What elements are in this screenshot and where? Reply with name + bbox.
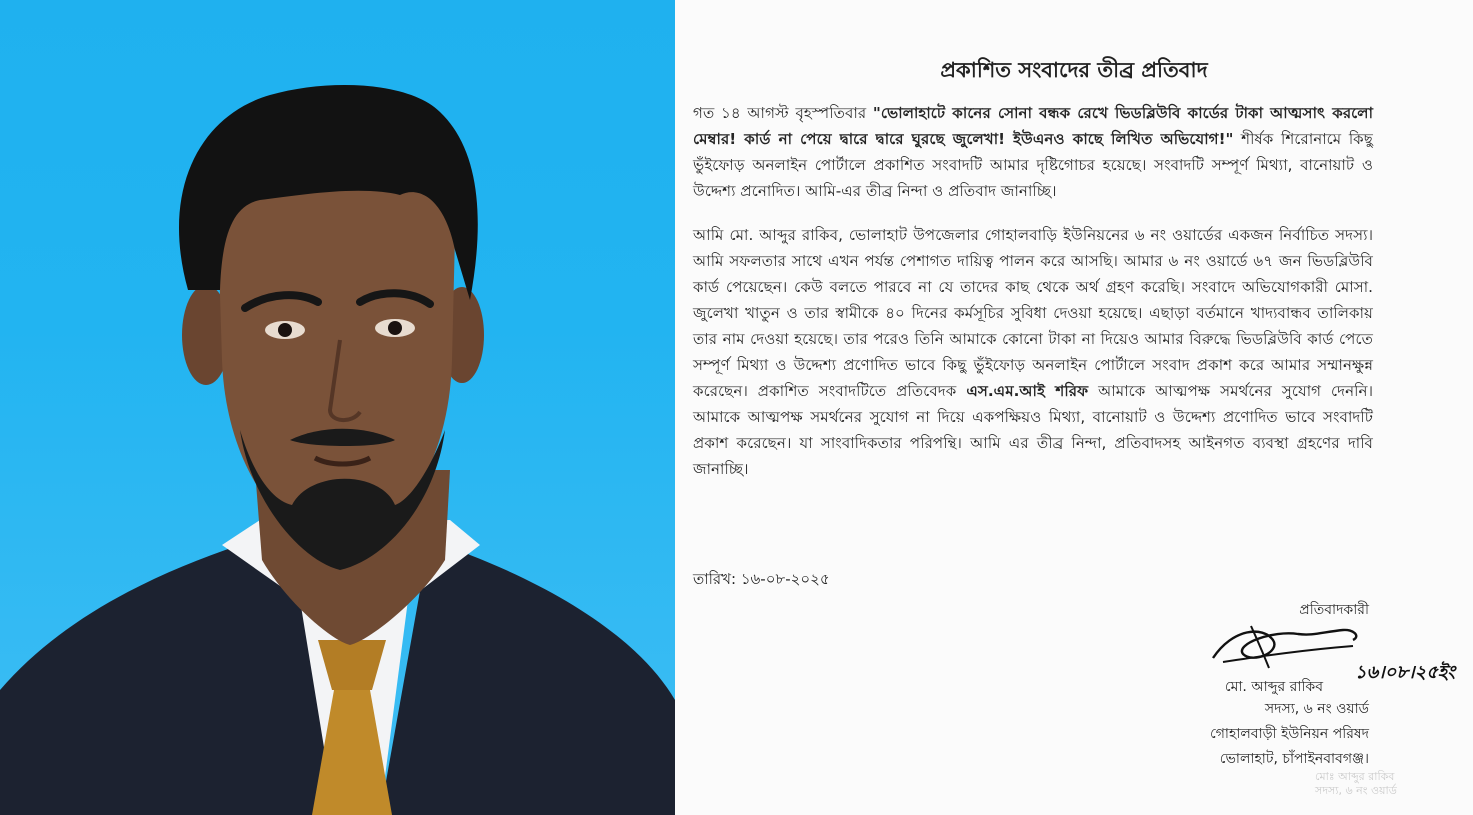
reporter-name: এস.এম.আই শরিফ — [966, 382, 1089, 400]
para1-headline: "ভোলাহাটে কানের সোনা বন্ধক রেখে ভিডব্লিউবি কার্ডের টাকা আত্মসাৎ করলো মেম্বার! কার্ড না পেয়ে দ্বারে দ্বারে ঘুরছে জুলেখা! ইউএনও কাছে লিখিত অভিযোগ!" — [693, 104, 1373, 148]
faint-line-2: সদস্য, ৬ নং ওয়ার্ড — [1315, 784, 1397, 797]
portrait-illustration — [0, 0, 675, 815]
signatory-council: গোহালবাড়ী ইউনিয়ন পরিষদ — [1210, 726, 1369, 742]
paragraph-2 — [693, 222, 1373, 482]
handwritten-signature — [1203, 618, 1373, 680]
handwritten-date: ১৬।০৮।২৫ইং — [1354, 662, 1455, 683]
document-title: প্রকাশিত সংবাদের তীব্র প্রতিবাদ — [940, 58, 1208, 82]
paragraph-1 — [693, 100, 1373, 204]
para1-rest: শীর্ষক শিরোনামে কিছু ভুঁইফোড় অনলাইন পোর্টালে প্রকাশিত সংবাদটি আমার দৃষ্টিগোচর হয়েছে। সংবাদটি সম্পূর্ণ মিথ্যা, বানোয়াট ও উদ্দেশ্য প্রনোদিত। আমি-এর তীব্র নিন্দা ও প্রতিবাদ জানাচ্ছি। — [693, 130, 1374, 200]
statement-document — [675, 0, 1473, 815]
signatory-name: মো. আব্দুর রাকিব — [1224, 679, 1323, 695]
document-date: তারিখ: ১৬-০৮-২০২৫ — [693, 570, 830, 588]
faint-stamp-text — [1315, 770, 1397, 798]
para2-part2: আমাকে আত্মপক্ষ সমর্থনের সুযোগ দেননি। আমাকে আত্মপক্ষ সমর্থনের সুযোগ না দিয়ে একপক্ষিয়ও মিথ্যা, বানোয়াট ও উদ্দেশ্য প্রণোদিত ভাবে সংবাদটি প্রকাশ করেছেন। যা সাংবাদিকতার পরিপন্থি। আমি এর তীব্র নিন্দা, প্রতিবাদসহ আইনগত ব্যবস্থা গ্রহণের দাবি জানাচ্ছি। — [693, 382, 1373, 478]
faint-line-1: মোঃ আব্দুর রাকিব — [1315, 770, 1395, 783]
signatory-location: ভোলাহাট, চাঁপাইনবাবগঞ্জ। — [1219, 751, 1369, 767]
para1-lead: গত ১৪ আগস্ট বৃহস্পতিবার — [693, 104, 873, 122]
signatory-position: সদস্য, ৬ নং ওয়ার্ড — [1264, 701, 1369, 717]
signatory-label: প্রতিবাদকারী — [1299, 602, 1369, 618]
para2-part1: আমি মো. আব্দুর রাকিব, ভোলাহাট উপজেলার গোহালবাড়ি ইউনিয়নের ৬ নং ওয়ার্ডের একজন নির্বাচিত সদস্য। আমি সফলতার সাথে এখন পর্যন্ত পেশাগত দায়িত্ব পালন করে আসছি। আমার ৬ নং ওয়ার্ডে ৬৭ জন ভিডব্লিউবি কার্ড পেয়েছেন। কেউ বলতে পারবে না যে তাদের কাছ থেকে অর্থ গ্রহণ করেছি। সংবাদে অভিযোগকারী মোসা. জুলেখা খাতুন ও তার স্বামীকে ৪০ দিনের কর্মসূচির সুবিধা দেওয়া হয়েছে। এছাড়া বর্তমানে খাদ্যবান্ধব তালিকায় তার নাম দেওয়া হয়েছে। তার পরেও তিনি আমাকে কোনো টাকা না দিয়েও আমার বিরুদ্ধে ভিডব্লিউবি কার্ড পেতে সম্পূর্ণ মিথ্যা ও উদ্দেশ্য প্রণোদিত ভাবে কিছু ভুঁইফোড় অনলাইন পোর্টালে সংবাদ প্রকাশ করে আমার সম্মানক্ষুন্ন করেছেন। প্রকাশিত সংবাদটিতে প্রতিবেদক — [693, 226, 1373, 400]
portrait-photo — [0, 0, 675, 815]
